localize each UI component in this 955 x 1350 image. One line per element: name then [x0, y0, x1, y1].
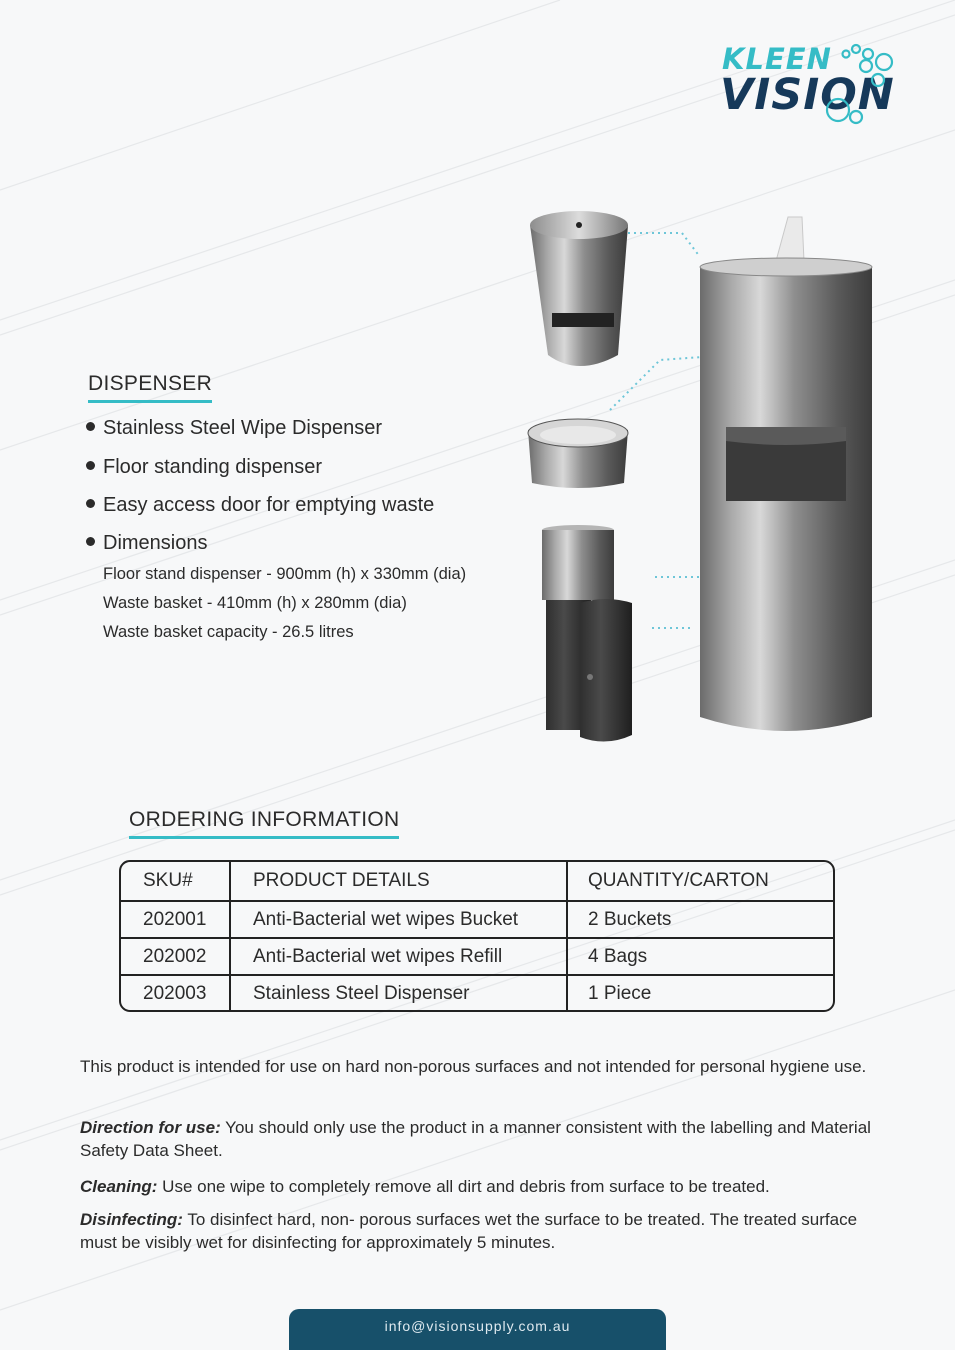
feature-text: Stainless Steel Wipe Dispenser — [103, 417, 383, 439]
dimension-line: Waste basket capacity - 26.5 litres — [103, 623, 354, 641]
direction-text: You should only use the product in a manner consistent with the labelling and Material Safety Data Sheet. — [80, 1118, 871, 1160]
sku-cell: 202001 — [121, 902, 231, 937]
bullet-dot — [86, 461, 95, 470]
table-row — [121, 902, 833, 939]
header-product-details: PRODUCT DETAILS — [231, 862, 568, 900]
bullet-dot — [86, 422, 95, 431]
dispenser-heading: DISPENSER — [88, 372, 212, 400]
direction-label: Direction for use: — [80, 1118, 221, 1137]
ordering-table — [119, 860, 835, 1012]
table-row — [121, 976, 833, 1011]
feature-bullet — [86, 417, 382, 440]
cleaning-label: Cleaning: — [80, 1177, 158, 1196]
logo-bubbles-icon — [716, 40, 926, 130]
footer-bar — [289, 1309, 666, 1350]
product-cell: Anti-Bacterial wet wipes Bucket — [231, 902, 568, 937]
disinfecting-note — [80, 1208, 890, 1254]
sku-cell: 202003 — [121, 976, 231, 1011]
dispenser-product-image — [520, 205, 920, 745]
logo-kleen-text: KLEEN — [722, 42, 832, 76]
direction-note — [80, 1116, 890, 1162]
sku-cell: 202002 — [121, 939, 231, 974]
feature-bullet — [86, 494, 434, 517]
header-sku: SKU# — [121, 862, 231, 900]
cleaning-text: Use one wipe to completely remove all dirt and debris from surface to be treated. — [157, 1177, 770, 1196]
quantity-cell: 4 Bags — [588, 945, 648, 967]
disinfecting-text: To disinfect hard, non- porous surfaces wet the surface to be treated. The treated surface must be visibly wet for disinfecting for approximately 5 minutes. — [80, 1210, 858, 1252]
table-row — [121, 939, 833, 976]
bullet-dot — [86, 499, 95, 508]
dimension-line: Waste basket - 410mm (h) x 280mm (dia) — [103, 594, 407, 612]
dimension-line: Floor stand dispenser - 900mm (h) x 330mm (dia) — [103, 565, 467, 583]
product-cell: Stainless Steel Dispenser — [231, 976, 568, 1011]
cleaning-note — [80, 1175, 890, 1198]
feature-text: Easy access door for emptying waste — [103, 494, 435, 516]
table-header-row — [121, 862, 833, 902]
ordering-heading: ORDERING INFORMATION — [129, 808, 399, 836]
logo-vision-text: VISION — [720, 70, 895, 120]
intended-use-note: This product is intended for use on hard non-porous surfaces and not intended for personal hygiene use. — [80, 1057, 867, 1076]
contact-email-link[interactable]: info@visionsupply.com.au — [384, 1317, 571, 1334]
feature-text: Dimensions — [103, 532, 208, 554]
quantity-cell: 1 Piece — [588, 982, 652, 1004]
disinfecting-label: Disinfecting: — [80, 1210, 183, 1229]
header-quantity: QUANTITY/CARTON — [588, 870, 769, 891]
bullet-dot — [86, 537, 95, 546]
feature-text: Floor standing dispenser — [103, 456, 323, 478]
quantity-cell: 2 Buckets — [588, 908, 672, 930]
feature-bullet — [86, 532, 207, 555]
feature-bullet — [86, 456, 322, 479]
product-cell: Anti-Bacterial wet wipes Refill — [231, 939, 568, 974]
brand-logo — [716, 40, 926, 130]
